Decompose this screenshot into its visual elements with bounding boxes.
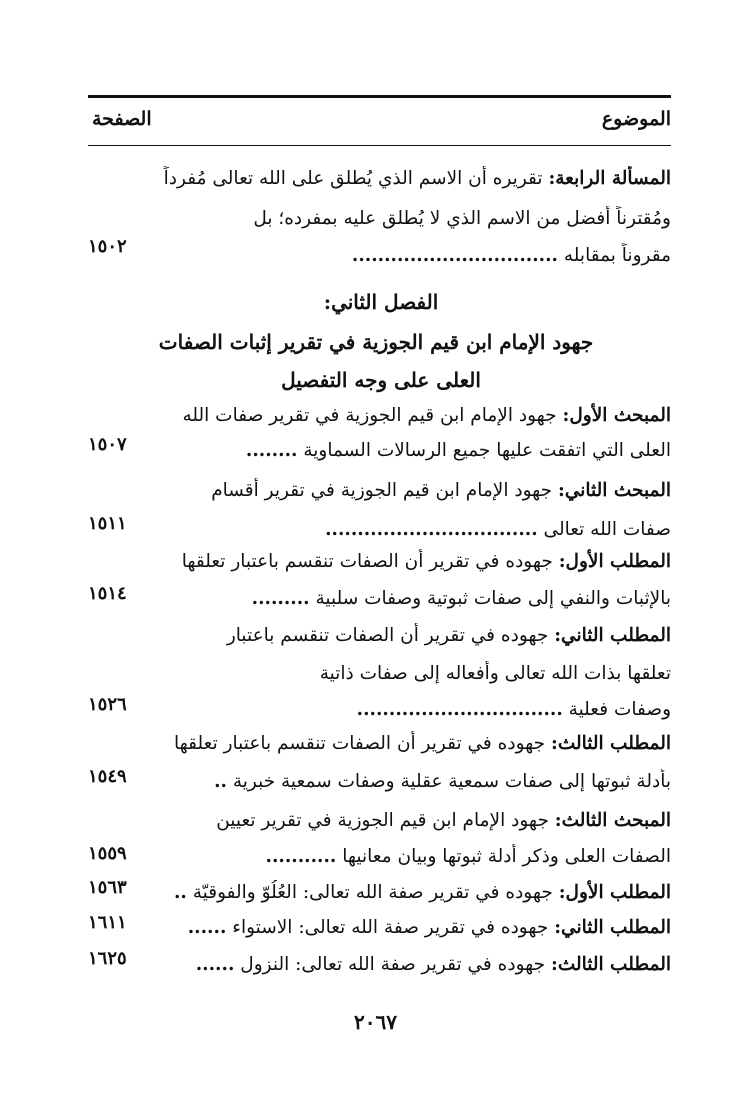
page-number: ١٥٤٩ xyxy=(88,766,127,787)
page-number: ١٥١١ xyxy=(88,513,127,534)
page-number: ١٦١١ xyxy=(88,912,127,933)
toc-line: مقروناً بمقابله ................................ xyxy=(351,245,671,266)
toc-line: تعلقها بذات الله تعالى وأفعاله إلى صفات ذاتية xyxy=(319,663,671,684)
toc-line: المبحث الثالث: جهود الإمام ابن قيم الجوزية في تقرير تعيين xyxy=(216,810,671,831)
page-number: ١٥٥٩ xyxy=(88,843,127,864)
chapter-title-cont: العلى على وجه التفصيل xyxy=(281,368,481,392)
chapter-title: جهود الإمام ابن قيم الجوزية في تقرير إثبات الصفات xyxy=(158,330,594,354)
page-number: ١٥١٤ xyxy=(88,583,127,604)
page-number: ١٥٢٦ xyxy=(88,694,127,715)
toc-line: المبحث الأول: جهود الإمام ابن قيم الجوزية في تقرير صفات الله xyxy=(182,405,671,426)
toc-line: وصفات فعلية ................................ xyxy=(356,699,671,720)
page-number: ١٦٢٥ xyxy=(88,948,127,969)
toc-line: المطلب الثالث: جهوده في تقرير أن الصفات تنقسم باعتبار تعلقها xyxy=(174,733,671,754)
column-header-page: الصفحة xyxy=(92,108,152,130)
page-number: ١٥٠٧ xyxy=(88,434,127,455)
toc-line: الصفات العلى وذكر أدلة ثبوتها وبيان معانيها ........... xyxy=(265,846,671,867)
folio-page-number: ٢٠٦٧ xyxy=(354,1010,397,1034)
column-header-topic: الموضوع xyxy=(601,108,671,130)
toc-line: العلى التي اتفقت عليها جميع الرسالات السماوية ........ xyxy=(245,440,671,461)
toc-line: المسألة الرابعة: تقريره أن الاسم الذي يُطلق على الله تعالى مُفرداً xyxy=(163,168,671,189)
toc-line: بأدلة ثبوتها إلى صفات سمعية عقلية وصفات سمعية خبرية .. xyxy=(214,771,671,792)
toc-line: المطلب الأول: جهوده في تقرير صفة الله تعالى: العُلُوّ والفوقيّة .. xyxy=(173,882,671,903)
toc-line: المطلب الثالث: جهوده في تقرير صفة الله تعالى: النزول ...... xyxy=(195,954,671,975)
toc-line: المطلب الأول: جهوده في تقرير أن الصفات تنقسم باعتبار تعلقها xyxy=(181,551,671,572)
top-rule xyxy=(88,95,671,98)
toc-line: ومُقترناً أفضل من الاسم الذي لا يُطلق عليه بمفرده؛ بل xyxy=(253,208,671,229)
toc-line: صفات الله تعالى ................................. xyxy=(325,519,671,540)
page-number: ١٥٦٣ xyxy=(88,877,127,898)
toc-line: بالإثبات والنفي إلى صفات ثبوتية وصفات سلبية ......... xyxy=(251,588,671,609)
toc-line: المطلب الثاني: جهوده في تقرير أن الصفات تنقسم باعتبار xyxy=(226,625,671,646)
toc-line: المبحث الثاني: جهود الإمام ابن قيم الجوزية في تقرير أقسام xyxy=(211,480,671,501)
chapter-label: الفصل الثاني: xyxy=(323,290,439,314)
toc-line: المطلب الثاني: جهوده في تقرير صفة الله تعالى: الاستواء ...... xyxy=(187,917,671,938)
page-number: ١٥٠٢ xyxy=(88,236,127,257)
header-rule xyxy=(88,145,671,146)
